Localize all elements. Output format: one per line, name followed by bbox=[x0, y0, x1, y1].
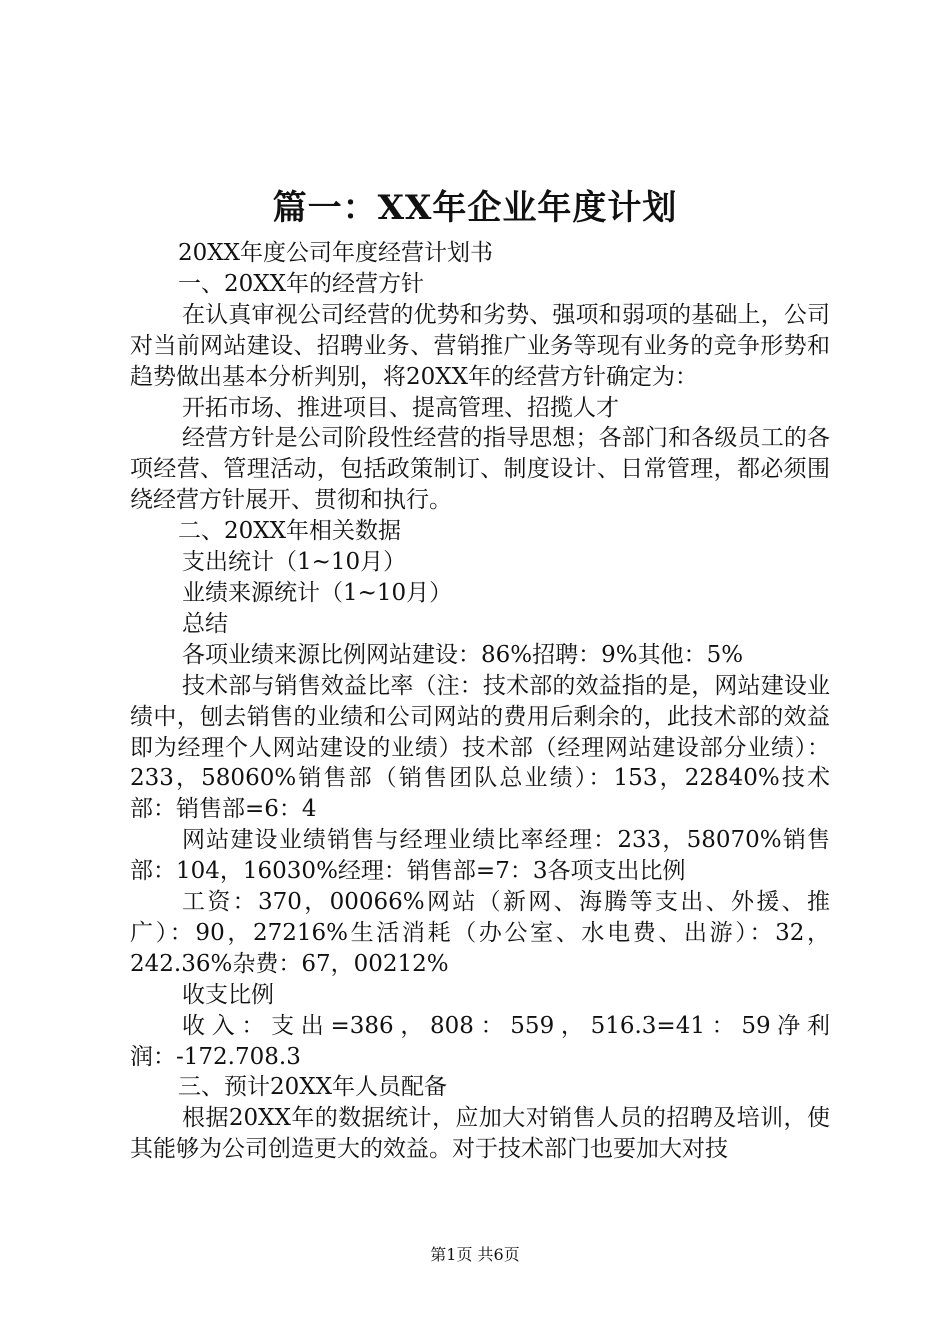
paragraph-revenue-stats: 业绩来源统计（1~10月） bbox=[182, 579, 453, 606]
paragraph-tech-sales-ratio: 技术部与销售效益比率（注：技术部的效益指的是，网站建设业绩中，刨去销售的业绩和公司网站的费用后剩余的，此技术部的效益即为经理个人网站建设的业绩）技术部（经理网站建设部分业绩）：233，58060%销售部（销售团队总业绩）：153，22840%技术部：销售部=6：4 bbox=[130, 672, 830, 823]
paragraph-policy-slogan: 开拓市场、推进项目、提高管理、招揽人才 bbox=[182, 394, 619, 421]
paragraph-revenue-ratio: 各项业绩来源比例网站建设：86%招聘：9%其他：5% bbox=[182, 641, 744, 668]
paragraph-policy-explanation: 经营方针是公司阶段性经营的指导思想；各部门和各级员工的各项经营、管理活动，包括政策制订、制度设计、日常管理，都必须围绕经营方针展开、贯彻和执行。 bbox=[130, 425, 830, 514]
section-heading-1: 一、20XX年的经营方针 bbox=[178, 270, 425, 297]
paragraph-income-expense-ratio: 收入：支出=386，808：559，516.3=41：59净利润：-172.708.3 bbox=[130, 1012, 830, 1070]
paragraph-expense-breakdown: 工资：370，00066%网站（新网、海腾等支出、外援、推广）：90，27216%生活消耗（办公室、水电费、出游）：32，242.36%杂费：67，00212% bbox=[130, 889, 830, 977]
paragraph-summary: 总结 bbox=[182, 610, 228, 637]
page-number-footer: 第1页 共6页 bbox=[430, 1245, 520, 1264]
paragraph-staffing-plan: 根据20XX年的数据统计，应加大对销售人员的招聘及培训，使其能够为公司创造更大的效益。对于技术部门也要加大对技 bbox=[130, 1105, 830, 1163]
document-body bbox=[130, 238, 830, 1165]
paragraph-policy-intro: 在认真审视公司经营的优势和劣势、强项和弱项的基础上，公司对当前网站建设、招聘业务、营销推广业务等现有业务的竞争形势和趋势做出基本分析判别，将20XX年的经营方针确定为： bbox=[130, 301, 830, 390]
document-title: 篇一：XX年企业年度计划 bbox=[272, 188, 678, 228]
paragraph-plan-heading: 20XX年度公司年度经营计划书 bbox=[178, 240, 494, 266]
paragraph-income-expense-heading: 收支比例 bbox=[182, 981, 274, 1008]
paragraph-expense-stats: 支出统计（1~10月） bbox=[182, 549, 407, 576]
section-heading-3: 三、预计20XX年人员配备 bbox=[178, 1074, 448, 1101]
paragraph-manager-sales-ratio: 网站建设业绩销售与经理业绩比率经理：233，58070%销售部：104，16030%经理：销售部=7：3各项支出比例 bbox=[130, 827, 830, 885]
section-heading-2: 二、20XX年相关数据 bbox=[178, 518, 402, 545]
